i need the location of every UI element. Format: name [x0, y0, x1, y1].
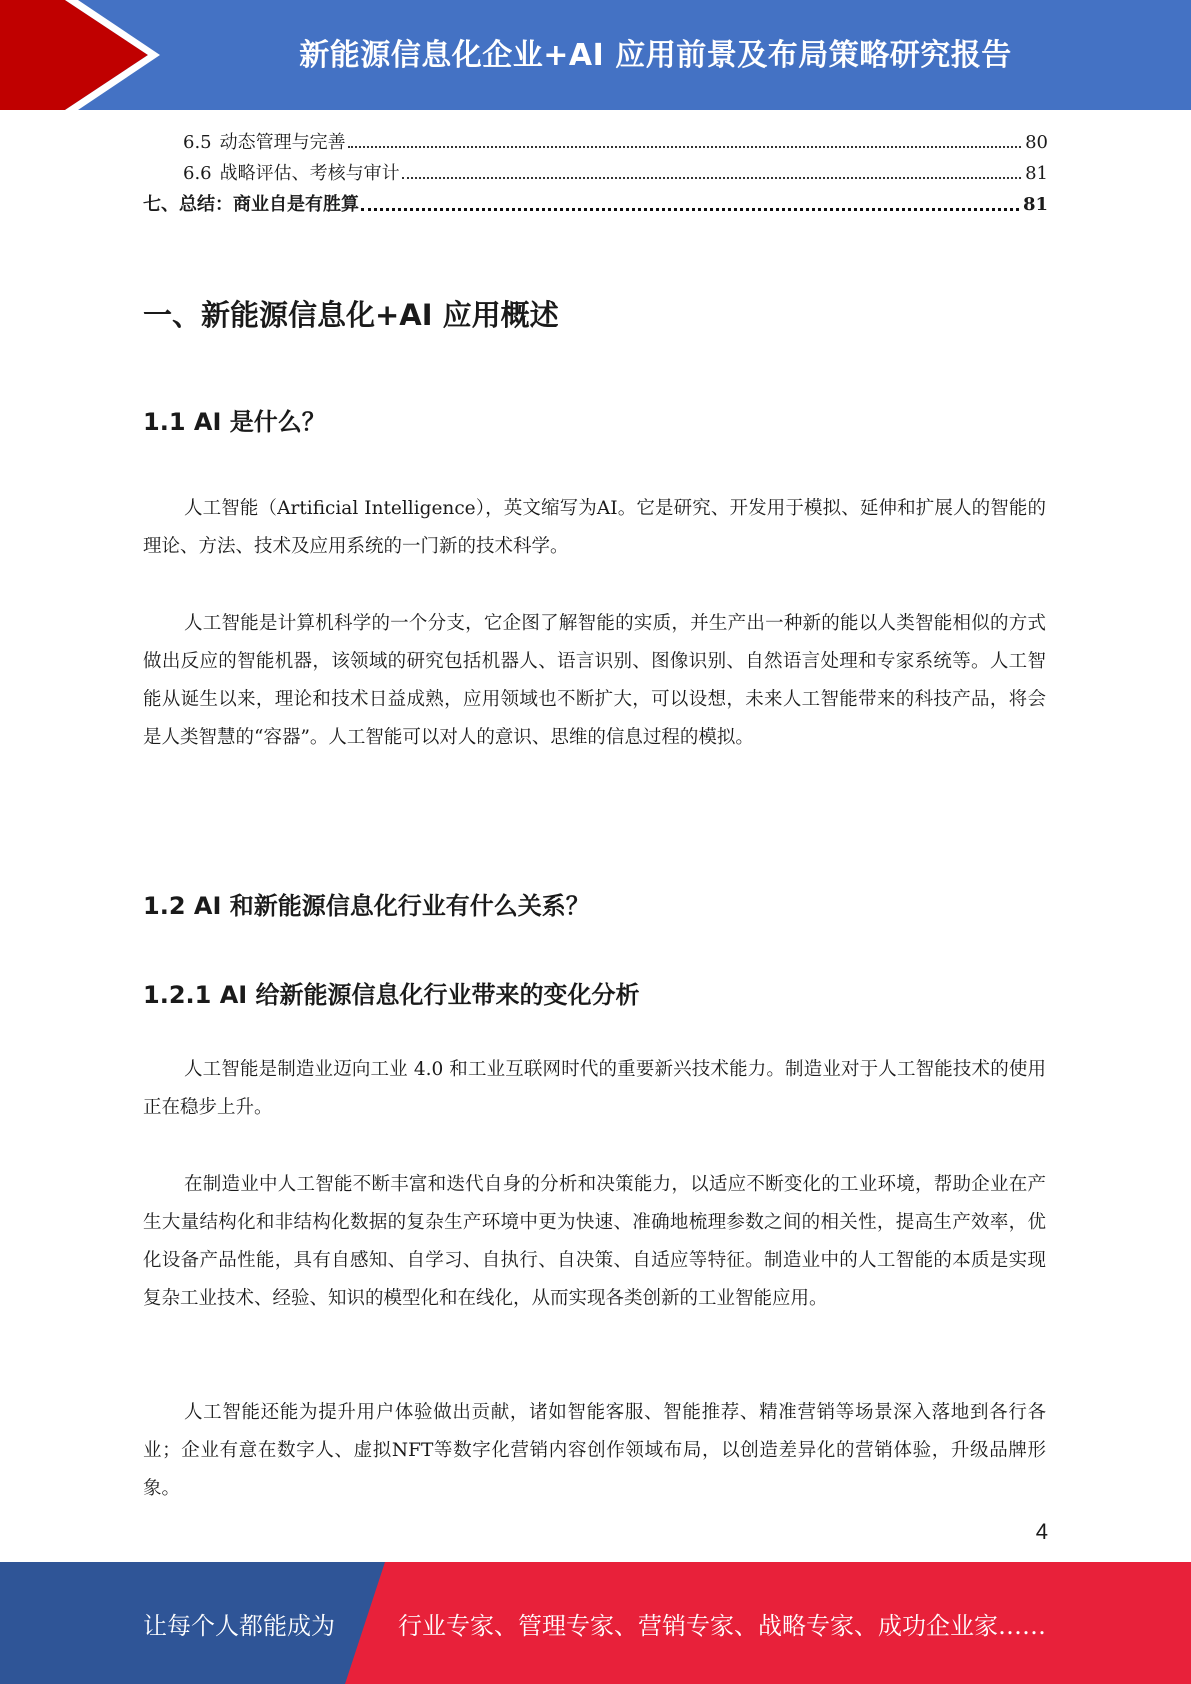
paragraph: 人工智能还能为提升用户体验做出贡献，诸如智能客服、智能推荐、精准营销等场景深入落地到各行各业；企业有意在数字人、虚拟NFT等数字化营销内容创作领域布局，以创造差异化的营销体验，升级品牌形象。: [143, 1402, 1046, 1499]
footer-slogan-left: 让每个人都能成为: [143, 1611, 335, 1640]
footer-banner: [0, 1562, 1191, 1684]
paragraph: 在制造业中人工智能不断丰富和迭代自身的分析和决策能力，以适应不断变化的工业环境，帮助企业在产生大量结构化和非结构化数据的复杂生产环境中更为快速、准确地梳理参数之间的相关性，提高生产效率，优化设备产品性能，具有自感知、自学习、自执行、自决策、自适应等特征。制造业中的人工智能的本质是实现复杂工业技术、经验、知识的模型化和在线化，从而实现各类创新的工业智能应用。: [143, 1174, 1046, 1309]
page-number: 4: [1035, 1519, 1048, 1544]
toc-title: 动态管理与完善: [219, 132, 346, 153]
toc-leader-dots: [361, 194, 1019, 211]
paragraph: 人工智能是制造业迈向工业 4.0 和工业互联网时代的重要新兴技术能力。制造业对于人工智能技术的使用正在稳步上升。: [143, 1059, 1046, 1118]
toc-title: 战略评估、考核与审计: [219, 163, 400, 184]
section-heading: 一、新能源信息化+AI 应用概述: [143, 298, 559, 332]
table-of-contents: [143, 128, 1048, 221]
toc-entry[interactable]: [143, 159, 1048, 190]
toc-page: 81: [1022, 194, 1048, 215]
toc-entry[interactable]: [143, 128, 1048, 159]
subsection-heading: 1.1 AI 是什么？: [143, 408, 326, 436]
toc-leader-dots: [402, 163, 1021, 179]
footer-slogan-right: 行业专家、管理专家、营销专家、战略专家、成功企业家……: [398, 1611, 1046, 1640]
toc-entry[interactable]: [143, 190, 1048, 221]
report-title: 新能源信息化企业+AI 应用前景及布局策略研究报告: [299, 38, 1012, 73]
header-banner: [0, 0, 1191, 110]
toc-title: 七、总结：商业自是有胜算: [143, 194, 359, 215]
subsection-heading: 1.2.1 AI 给新能源信息化行业带来的变化分析: [143, 981, 640, 1009]
toc-page: 80: [1025, 132, 1048, 153]
paragraph: 人工智能是计算机科学的一个分支，它企图了解智能的实质，并生产出一种新的能以人类智能相似的方式做出反应的智能机器，该领域的研究包括机器人、语言识别、图像识别、自然语言处理和专家系统等。人工智能从诞生以来，理论和技术日益成熟，应用领域也不断扩大，可以设想，未来人工智能带来的科技产品，将会是人类智慧的“容器”。人工智能可以对人的意识、思维的信息过程的模拟。: [143, 613, 1046, 748]
subsection-heading: 1.2 AI 和新能源信息化行业有什么关系？: [143, 892, 590, 920]
paragraph: 人工智能（Artificial Intelligence），英文缩写为AI。它是研究、开发用于模拟、延伸和扩展人的智能的理论、方法、技术及应用系统的一门新的技术科学。: [143, 498, 1046, 557]
toc-number: 6.6: [183, 163, 212, 184]
toc-number: 6.5: [183, 132, 212, 153]
toc-page: 81: [1025, 163, 1048, 184]
toc-leader-dots: [348, 132, 1021, 148]
